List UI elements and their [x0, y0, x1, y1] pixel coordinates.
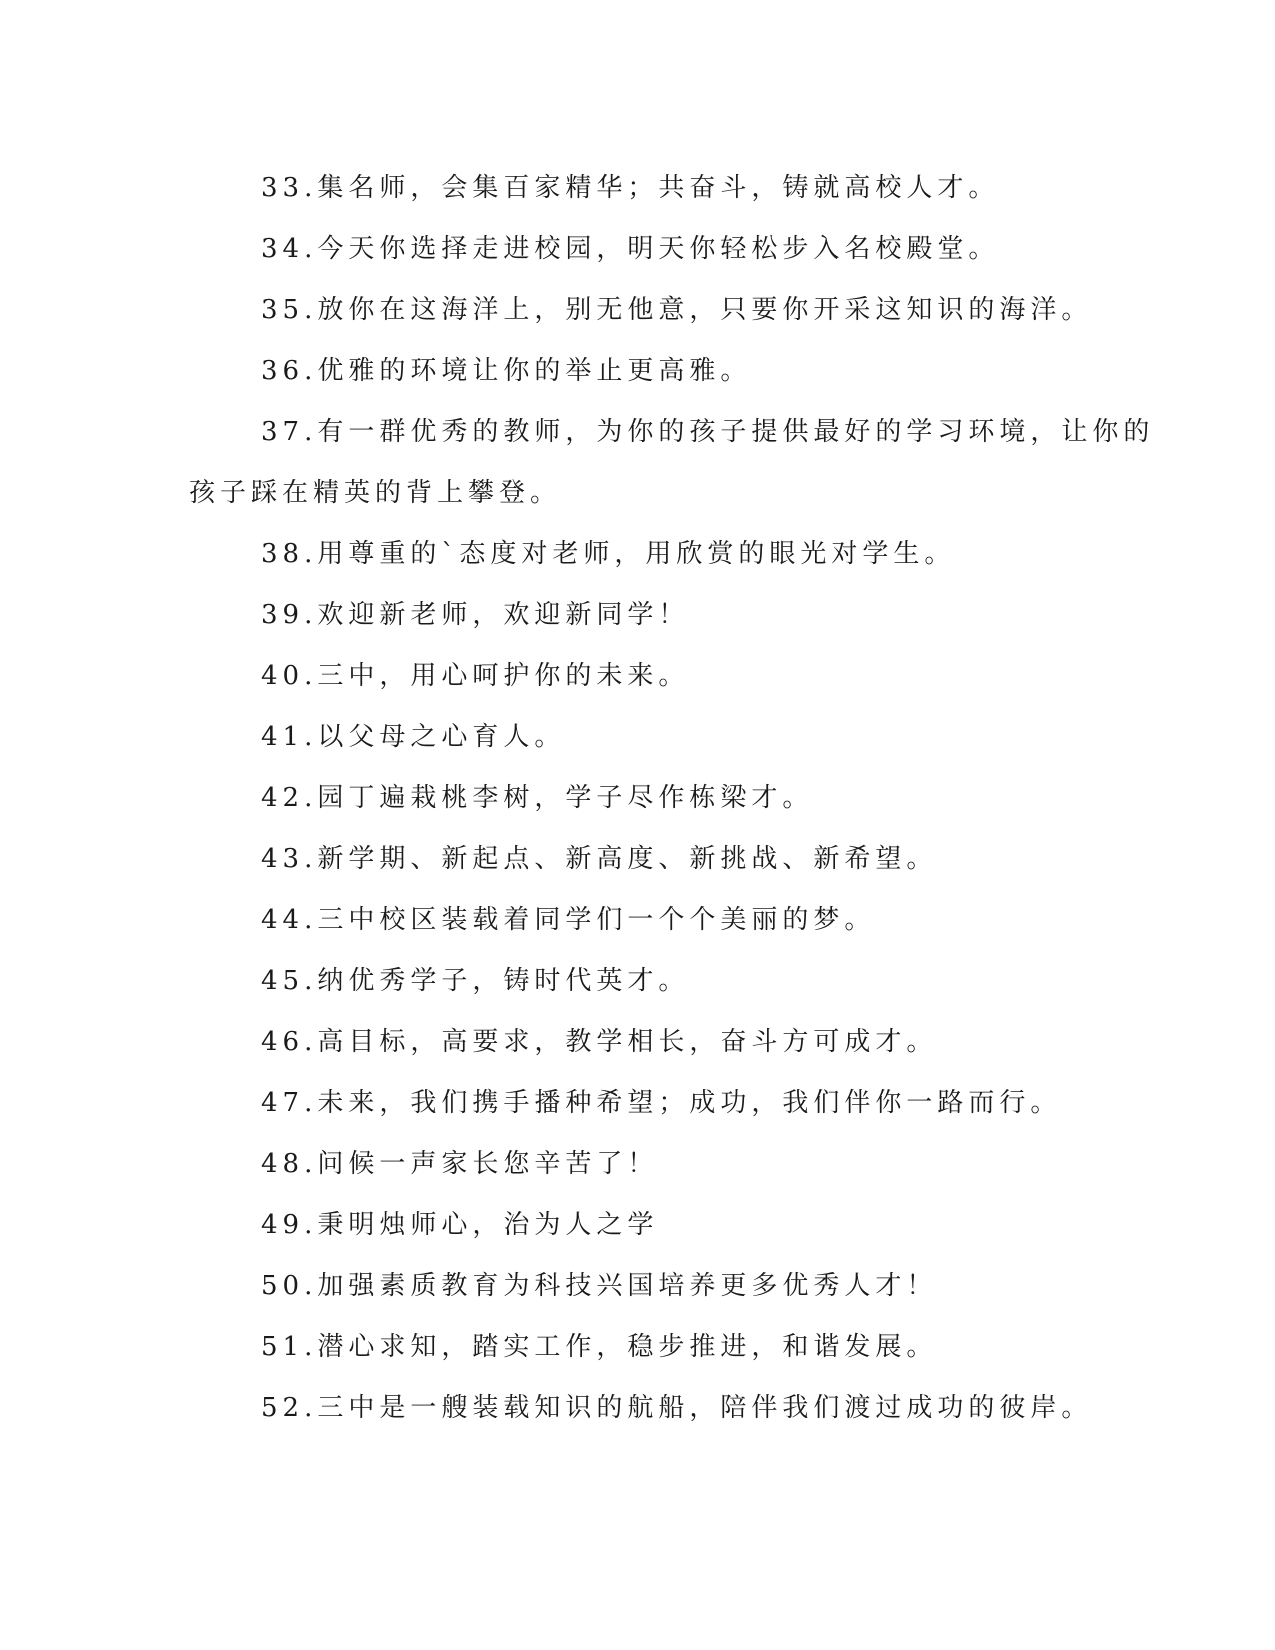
slogan-item: 39.欢迎新老师，欢迎新同学！ — [261, 600, 690, 630]
slogan-item: 46.高目标，高要求，教学相长，奋斗方可成才。 — [261, 1027, 938, 1057]
slogan-item: 34.今天你选择走进校园，明天你轻松步入名校殿堂。 — [261, 234, 1000, 264]
slogan-item: 44.三中校区装载着同学们一个个美丽的梦。 — [261, 905, 876, 935]
slogan-item: 43.新学期、新起点、新高度、新挑战、新希望。 — [261, 844, 938, 874]
slogan-item: 35.放你在这海洋上，别无他意，只要你开采这知识的海洋。 — [261, 295, 1093, 325]
slogan-list — [189, 158, 1155, 1439]
slogan-item: 50.加强素质教育为科技兴国培养更多优秀人才！ — [261, 1271, 938, 1301]
slogan-item: 49.秉明烛师心，治为人之学 — [261, 1210, 659, 1240]
slogan-item: 48.问候一声家长您辛苦了！ — [261, 1149, 659, 1179]
slogan-item: 36.优雅的环境让你的举止更高雅。 — [261, 356, 752, 386]
slogan-item: 45.纳优秀学子，铸时代英才。 — [261, 966, 690, 996]
slogan-item: 42.园丁遍栽桃李树，学子尽作栋梁才。 — [261, 783, 814, 813]
slogan-item: 47.未来，我们携手播种希望；成功，我们伴你一路而行。 — [261, 1088, 1062, 1118]
slogan-item: 41.以父母之心育人。 — [261, 722, 566, 752]
slogan-item: 40.三中，用心呵护你的未来。 — [261, 661, 690, 691]
slogan-item-line2: 孩子踩在精英的背上攀登。 — [189, 478, 562, 508]
slogan-item-line1: 37.有一群优秀的教师，为你的孩子提供最好的学习环境，让你的 — [261, 417, 1155, 447]
slogan-item: 38.用尊重的`态度对老师，用欣赏的眼光对学生。 — [261, 539, 956, 569]
slogan-item: 52.三中是一艘装载知识的航船，陪伴我们渡过成功的彼岸。 — [261, 1393, 1093, 1423]
slogan-item: 51.潜心求知，踏实工作，稳步推进，和谐发展。 — [261, 1332, 938, 1362]
slogan-item: 33.集名师，会集百家精华；共奋斗，铸就高校人才。 — [261, 173, 1000, 203]
